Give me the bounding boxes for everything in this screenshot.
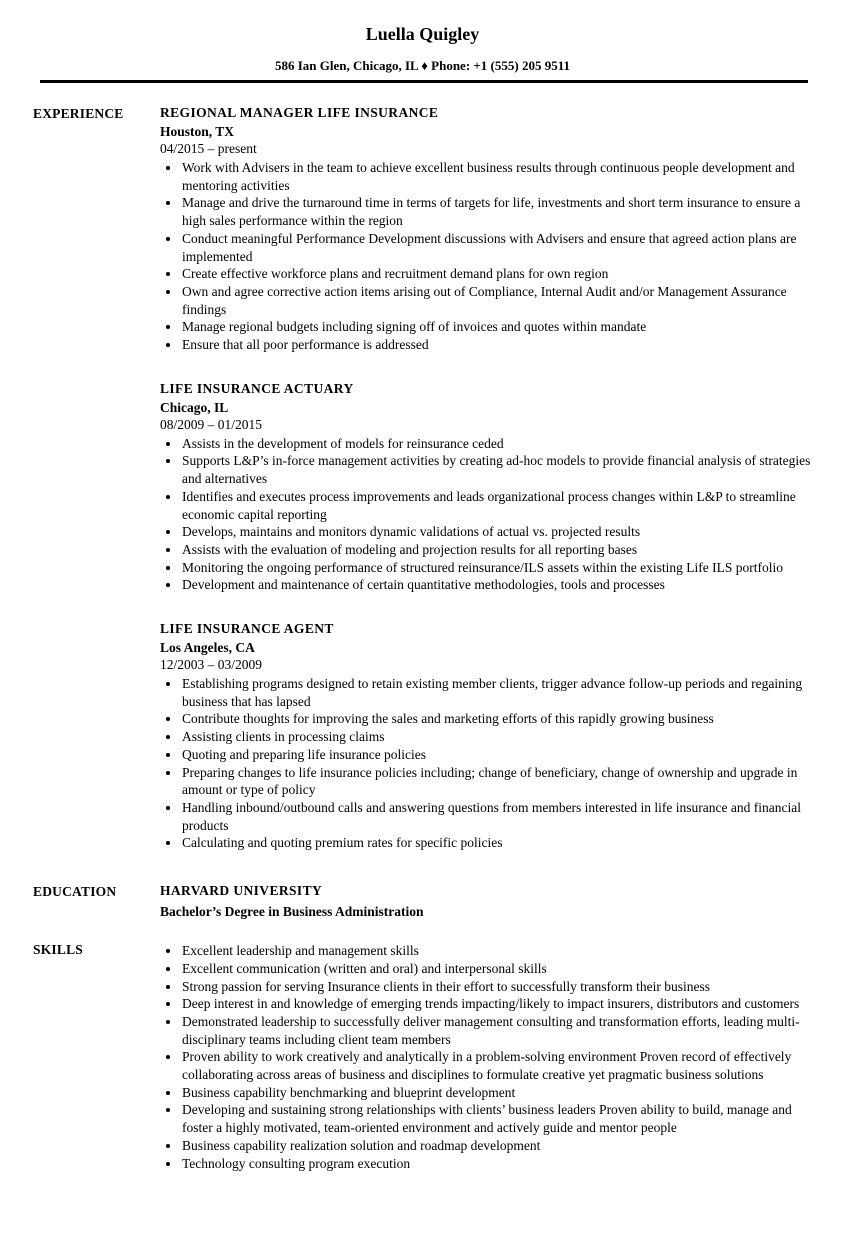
bullet-item: • Preparing changes to life insurance policies including; change of beneficiary, change of ownership and upgrade in amount or type of policy xyxy=(181,764,812,799)
skill-item: • Developing and sustaining strong relationships with clients’ business leaders Proven ability to build, manage and foster a highly motivated, team-oriented environment and actively guide and mentor people xyxy=(181,1101,812,1136)
bullet-item: • Assisting clients in processing claims xyxy=(181,728,812,746)
job-entry xyxy=(160,380,812,594)
skill-item: • Strong passion for serving Insurance clients in their effort to successfully transform their business xyxy=(181,978,812,996)
job-bullets xyxy=(160,435,812,594)
bullet-item: • Handling inbound/outbound calls and answering questions from members interested in life insurance and financial products xyxy=(181,799,812,834)
resume-header xyxy=(33,24,812,83)
job-dates: 08/2009 – 01/2015 xyxy=(160,416,263,432)
education-label: EDUCATION xyxy=(33,884,117,900)
jobs-container xyxy=(160,104,812,852)
bullet-item: • Ensure that all poor performance is addressed xyxy=(181,336,812,354)
skill-item: • Proven ability to work creatively and analytically in a problem-solving environment Proven record of effectively collaborating across areas of business and disciplines to formulate creative yet pragmatic business solutions xyxy=(181,1048,812,1083)
header-divider xyxy=(40,80,808,83)
skill-item: • Excellent leadership and management skills xyxy=(181,942,812,960)
skill-item: • Deep interest in and knowledge of emerging trends impacting/likely to impact insurers, distributors and customers xyxy=(181,995,812,1013)
job-location: Houston, TX xyxy=(160,124,235,139)
skill-item: • Excellent communication (written and oral) and interpersonal skills xyxy=(181,960,812,978)
job-title: LIFE INSURANCE AGENT xyxy=(160,621,334,637)
education-content xyxy=(160,882,812,920)
skills-section xyxy=(33,940,812,1172)
bullet-item: • Supports L&P’s in-force management activities by creating ad-hoc models to provide financial analysis of strategies and alternatives xyxy=(181,452,812,487)
bullet-item: • Conduct meaningful Performance Development discussions with Advisers and ensure that agreed action plans are implemented xyxy=(181,230,812,265)
skill-item: • Demonstrated leadership to successfully deliver management consulting and transformation efforts, leading multi-disciplinary teams including client team members xyxy=(181,1013,812,1048)
bullet-item: • Calculating and quoting premium rates for specific policies xyxy=(181,834,812,852)
job-dates: 04/2015 – present xyxy=(160,141,257,156)
bullet-item: • Assists in the development of models for reinsurance ceded xyxy=(181,435,812,453)
bullet-item: • Contribute thoughts for improving the sales and marketing efforts of this rapidly growing business xyxy=(181,710,812,728)
bullet-item: • Development and maintenance of certain quantitative methodologies, tools and processes xyxy=(181,576,812,594)
experience-label: EXPERIENCE xyxy=(33,106,124,121)
job-title: REGIONAL MANAGER LIFE INSURANCE xyxy=(160,105,439,120)
bullet-item: • Establishing programs designed to retain existing member clients, trigger advance follow-up periods and regaining business that has lapsed xyxy=(181,675,812,710)
job-title: LIFE INSURANCE ACTUARY xyxy=(160,380,354,396)
bullet-item: • Monitoring the ongoing performance of structured reinsurance/ILS assets within the existing Life ILS portfolio xyxy=(181,559,812,577)
skill-item: • Technology consulting program execution xyxy=(181,1155,812,1173)
skills-label: SKILLS xyxy=(33,942,83,958)
job-bullets xyxy=(160,675,812,852)
bullet-item: • Manage and drive the turnaround time in terms of targets for life, investments and short term insurance to ensure a high sales performance within the region xyxy=(181,194,812,229)
bullet-item: • Assists with the evaluation of modeling and projection results for all reporting bases xyxy=(181,541,812,559)
bullet-item: • Work with Advisers in the team to achieve excellent business results through continuous people development and mentoring activities xyxy=(181,159,812,194)
bullet-item: • Identifies and executes process improvements and leads organizational process changes within L&P to streamline economic capital reporting xyxy=(181,488,812,523)
bullet-item: • Develops, maintains and monitors dynamic validations of actual vs. projected results xyxy=(181,523,812,541)
job-entry xyxy=(160,104,812,354)
job-location: Los Angeles, CA xyxy=(160,640,255,656)
job-entry xyxy=(160,620,812,852)
skill-item: • Business capability benchmarking and blueprint development xyxy=(181,1084,812,1102)
skills-list xyxy=(160,942,812,1172)
skills-content xyxy=(160,940,812,1172)
experience-section xyxy=(33,104,812,852)
job-bullets xyxy=(160,159,812,354)
bullet-item: • Own and agree corrective action items arising out of Compliance, Internal Audit and/or Management Assurance findings xyxy=(181,283,812,318)
degree-title: Bachelor’s Degree in Business Administration xyxy=(160,904,424,920)
bullet-item: • Quoting and preparing life insurance policies xyxy=(181,746,812,764)
bullet-item: • Create effective workforce plans and recruitment demand plans for own region xyxy=(181,265,812,283)
person-name: Luella Quigley xyxy=(365,24,480,44)
contact-line: 586 Ian Glen, Chicago, IL ♦ Phone: +1 (555) 205 9511 xyxy=(274,58,570,73)
education-section xyxy=(33,882,812,920)
job-dates: 12/2003 – 03/2009 xyxy=(160,657,263,673)
bullet-item: • Manage regional budgets including signing off of invoices and quotes within mandate xyxy=(181,318,812,336)
job-location: Chicago, IL xyxy=(160,399,229,415)
skill-item: • Business capability realization solution and roadmap development xyxy=(181,1137,812,1155)
school-name: HARVARD UNIVERSITY xyxy=(160,883,323,899)
